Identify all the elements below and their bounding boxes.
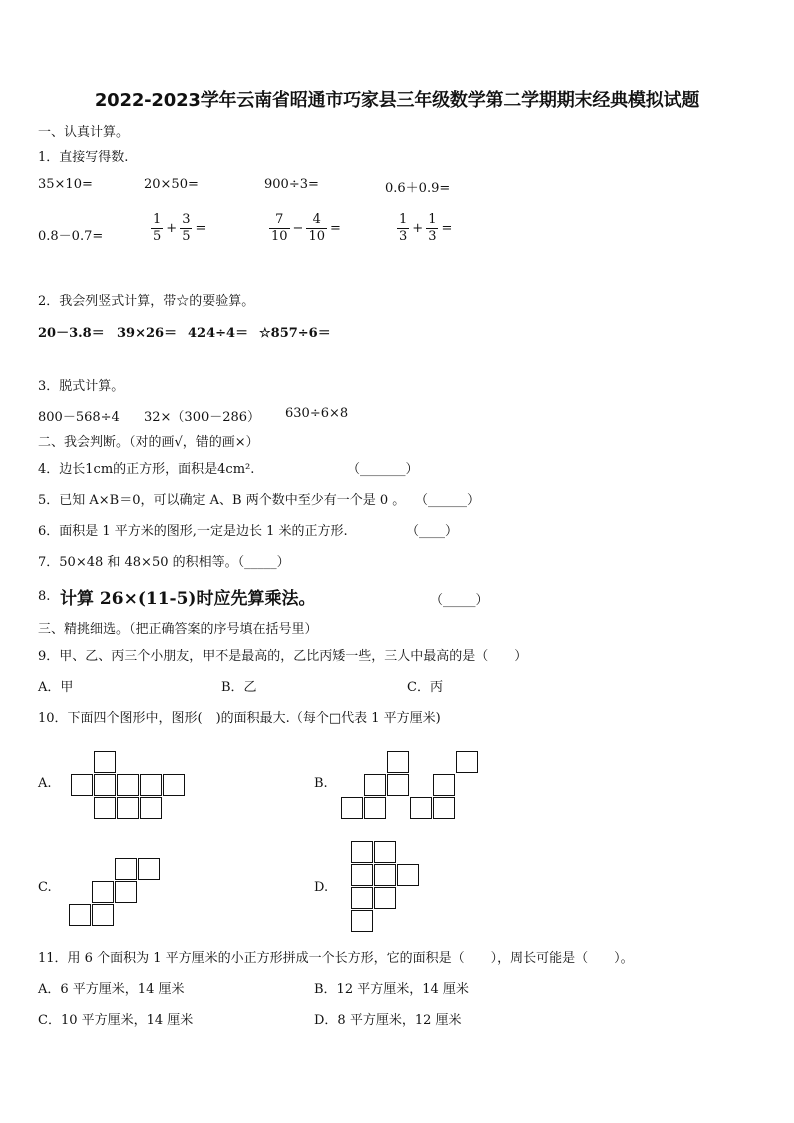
q3-item-2: 32×（300－286） xyxy=(144,410,261,425)
fraction-a: 1 5 xyxy=(153,212,162,244)
page-title: 2022-2023学年云南省昭通市巧家县三年级数学第二学期期末经典模拟试题 xyxy=(94,90,700,111)
q1-fraction-1: 1 5 + $\frac{3}{5}$ = xyxy=(153,212,207,244)
q11-option-a[interactable]: A．6 平方厘米，14 厘米 xyxy=(38,982,185,997)
q2-item-4: ☆857÷6＝ xyxy=(259,326,331,341)
q10-figure-b xyxy=(341,751,479,821)
q3-item-3: 630÷6×8 xyxy=(285,406,349,421)
q8-answer-blank[interactable]: （_____） xyxy=(430,593,489,608)
q11-option-d[interactable]: D．8 平方厘米，12 厘米 xyxy=(314,1013,462,1028)
q5-answer-blank[interactable]: （______） xyxy=(415,493,481,508)
q6-answer-blank[interactable]: （____） xyxy=(406,524,459,539)
q4-answer-blank[interactable]: （_______） xyxy=(347,462,419,477)
fraction-b: $\frac{4}{10}$ xyxy=(308,212,325,244)
q11-option-c[interactable]: C．10 平方厘米，14 厘米 xyxy=(38,1013,194,1028)
section-3-heading: 三、精挑细选。（把正确答案的序号填在括号里） xyxy=(38,622,318,637)
q10-label-b[interactable]: B. xyxy=(314,776,328,791)
fraction-b: $\frac{3}{5}$ xyxy=(182,212,191,244)
q10-text: 10．下面四个图形中，图形( )的面积最大.（每个□代表 1 平方厘米) xyxy=(38,711,441,726)
q2-item-3: 424÷4＝ xyxy=(188,326,249,341)
q1-item-4: 0.6＋0.9= xyxy=(385,181,451,196)
q6-text: 6．面积是 1 平方米的图形,一定是边长 1 米的正方形. xyxy=(38,524,348,539)
q8-number: 8. xyxy=(38,589,51,604)
q10-label-d[interactable]: D. xyxy=(314,880,329,895)
q10-label-c[interactable]: C. xyxy=(38,880,52,895)
section-2-heading: 二、我会判断。（对的画√，错的画×） xyxy=(38,435,259,450)
q2-item-1: 20－3.8＝ xyxy=(38,326,105,341)
q7-text: 7．50×48 和 48×50 的积相等。（_____） xyxy=(38,555,290,570)
section-1-heading: 一、认真计算。 xyxy=(38,125,130,140)
fraction-a: 7 10 xyxy=(271,212,288,244)
q1-fraction-3: 1 3 + $\frac{1}{3}$ = xyxy=(399,212,453,244)
q11-option-b[interactable]: B．12 平方厘米，14 厘米 xyxy=(314,982,469,997)
q1-fraction-2: 7 10 − $\frac{4}{10}$ = xyxy=(271,212,341,244)
q10-figure-a xyxy=(71,751,186,821)
q8-text: 计算 26×(11-5)时应先算乘法。 xyxy=(60,589,316,609)
q4-text: 4．边长1cm的正方形，面积是4cm². xyxy=(38,462,255,477)
fraction-b: $\frac{1}{3}$ xyxy=(428,212,437,244)
q10-figure-c xyxy=(69,858,161,928)
q10-label-a[interactable]: A. xyxy=(38,776,52,791)
q1-item-2: 20×50= xyxy=(144,177,199,192)
q11-text: 11．用 6 个面积为 1 平方厘米的小正方形拼成一个长方形，它的面积是（ ），周长可能是（ ）。 xyxy=(38,951,634,966)
q1-item-5: 0.8－0.7= xyxy=(38,229,104,244)
q9-option-c[interactable]: C．丙 xyxy=(407,680,443,695)
fraction-a: 1 3 xyxy=(399,212,408,244)
q5-text: 5．已知 A×B＝0，可以确定 A、B 两个数中至少有一个是 0 。 xyxy=(38,493,406,508)
q3-heading: 3．脱式计算。 xyxy=(38,379,125,394)
q1-item-1: 35×10= xyxy=(38,177,93,192)
q1-heading: 1．直接写得数. xyxy=(38,150,129,165)
q9-option-b[interactable]: B．乙 xyxy=(221,680,257,695)
q2-item-2: 39×26＝ xyxy=(117,326,178,341)
q1-item-3: 900÷3= xyxy=(264,177,319,192)
q10-figure-d xyxy=(351,841,421,936)
q9-text: 9．甲、乙、丙三个小朋友，甲不是最高的，乙比丙矮一些，三人中最高的是（ ） xyxy=(38,649,528,664)
q9-option-a[interactable]: A．甲 xyxy=(38,680,74,695)
q3-item-1: 800－568÷4 xyxy=(38,410,120,425)
q2-heading: 2．我会列竖式计算，带☆的要验算。 xyxy=(38,294,255,309)
